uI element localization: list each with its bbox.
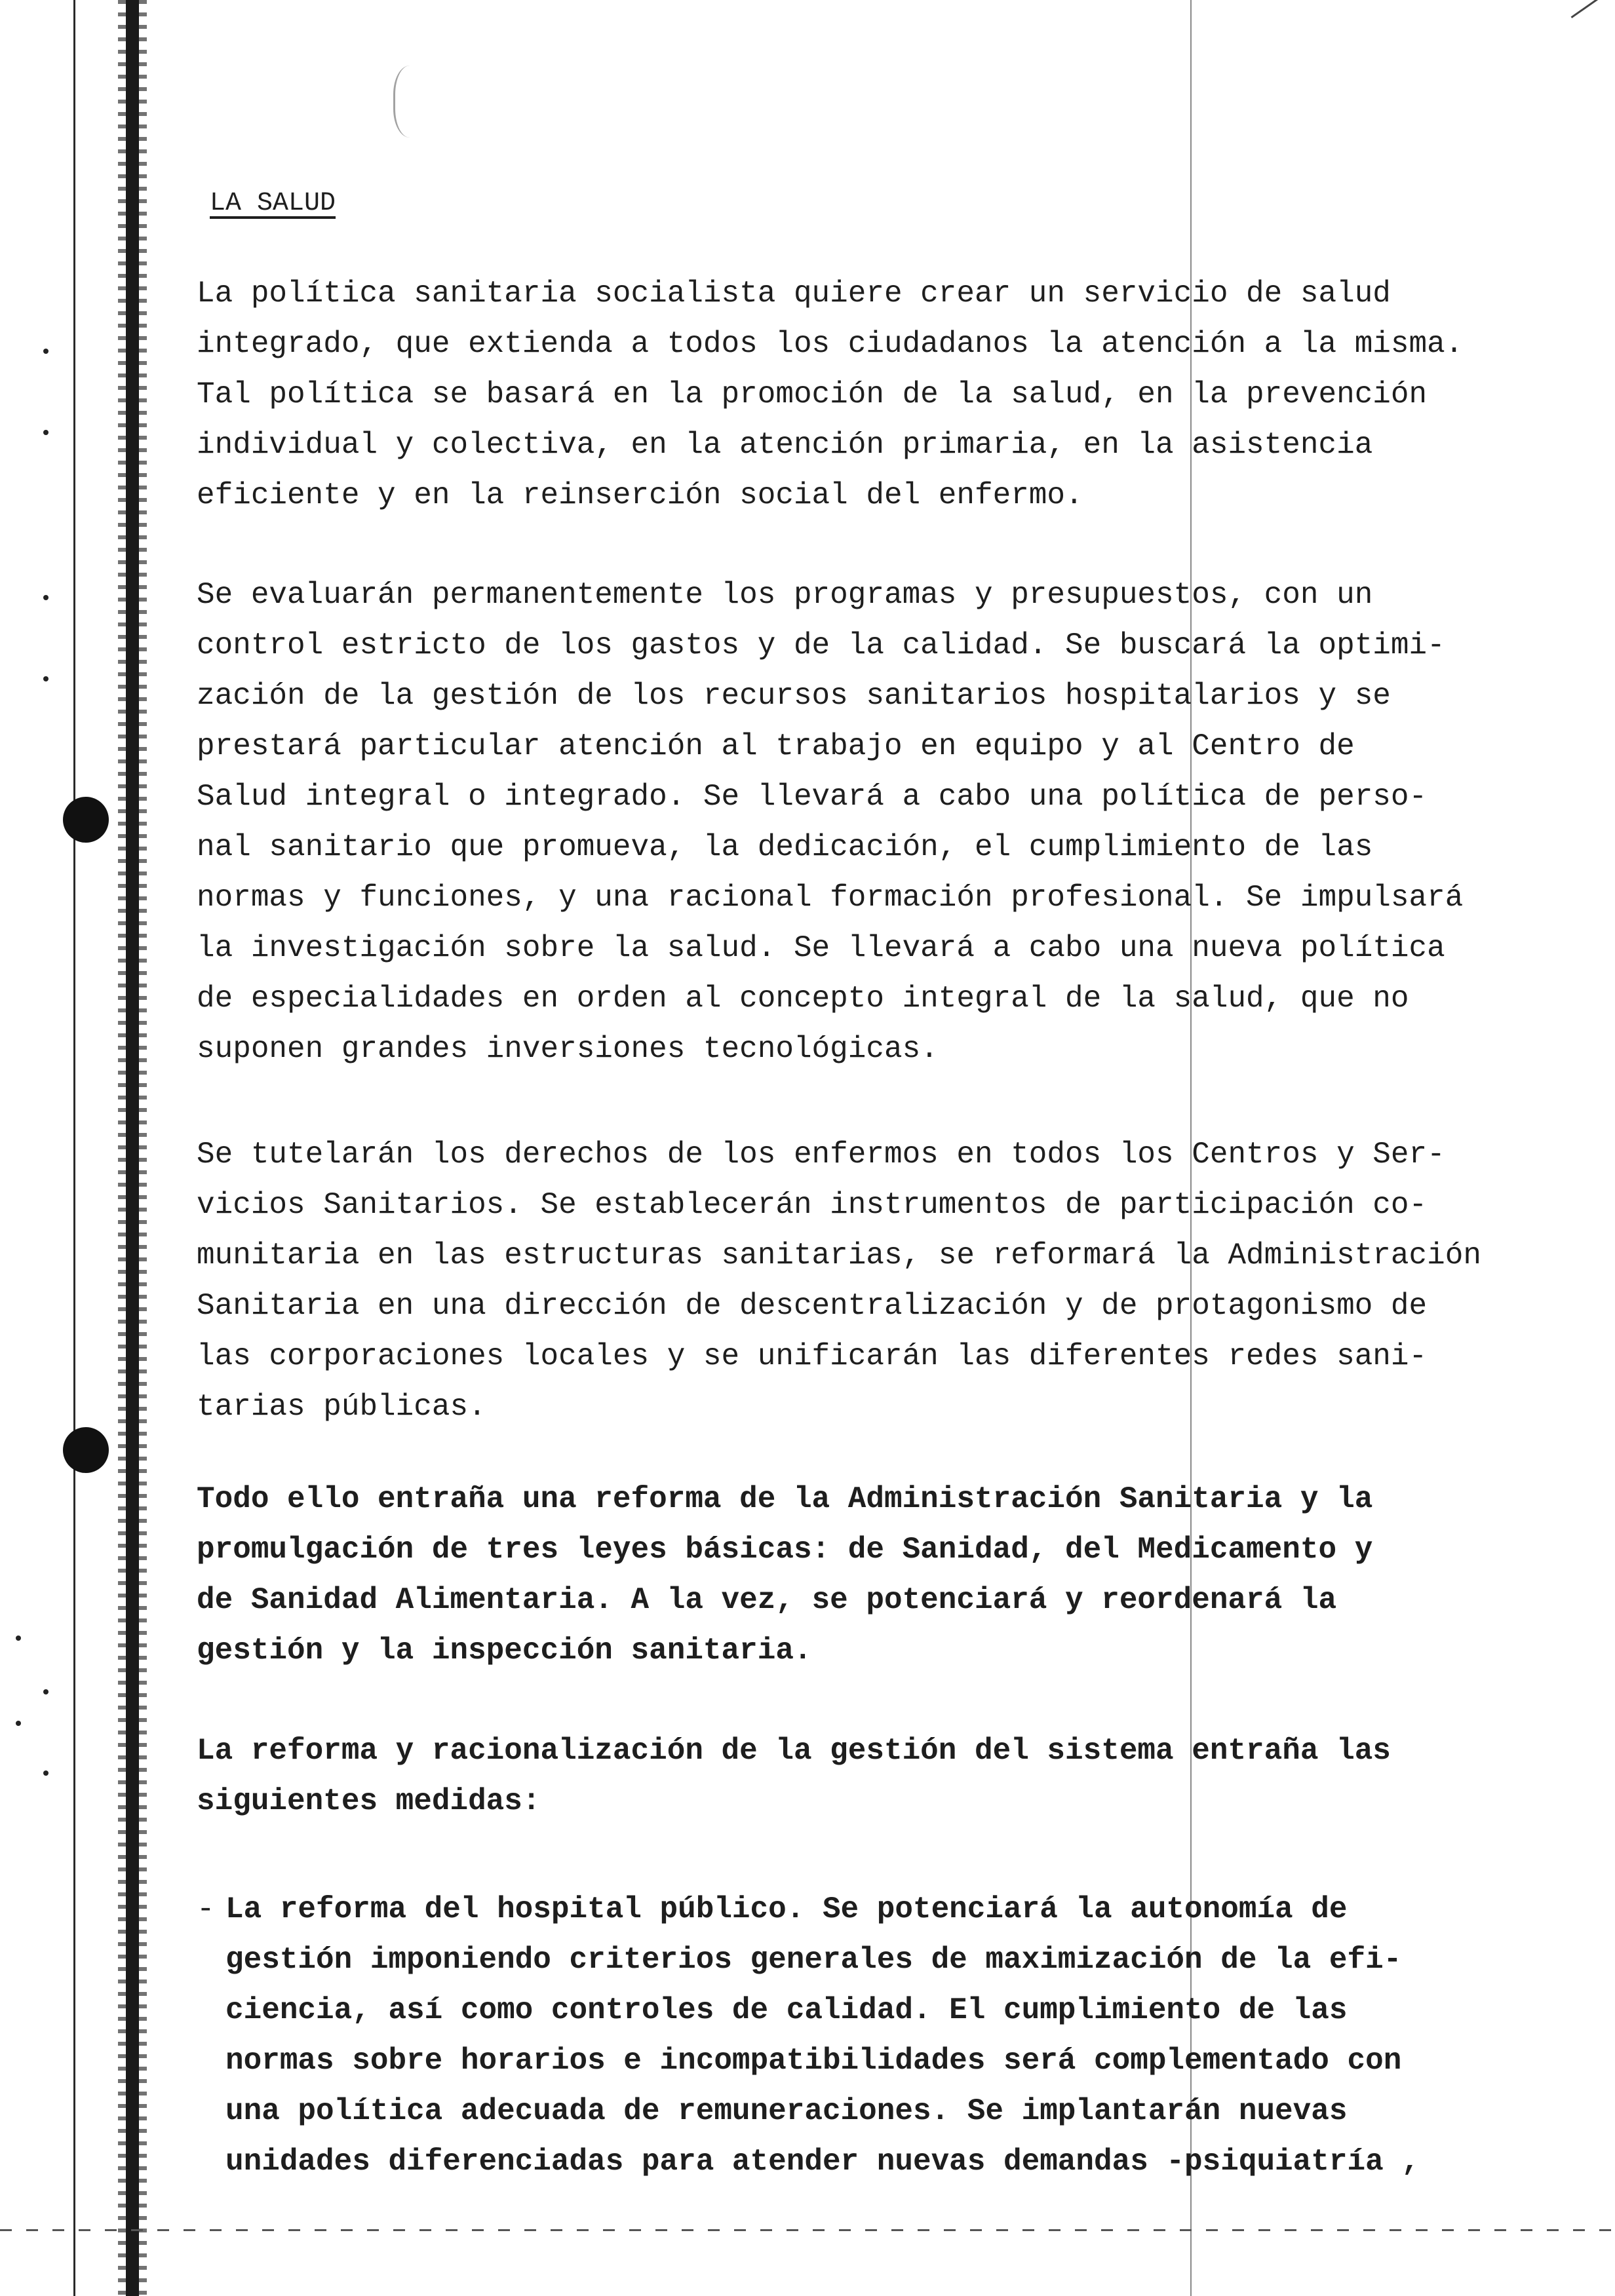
text-line: Salud integral o integrado. Se llevará a cabo una política de perso- <box>197 780 1428 814</box>
text-line: una política adecuada de remuneraciones. Se implantarán nuevas <box>225 2094 1348 2128</box>
text-line: Todo ello entraña una reforma de la Administración Sanitaria y la <box>197 1482 1373 1516</box>
text-line: tarias públicas. <box>197 1390 486 1424</box>
margin-dot <box>43 349 49 354</box>
text-line: control estricto de los gastos y de la calidad. Se buscará la optimi- <box>197 628 1445 662</box>
text-line: Tal política se basará en la promoción de la salud, en la prevención <box>197 377 1428 411</box>
margin-dot <box>43 430 49 435</box>
text-line: nal sanitario que promueva, la dedicación, el cumplimiento de las <box>197 830 1373 864</box>
margin-dot <box>43 1770 49 1776</box>
text-line: de especialidades en orden al concepto integral de la salud, que no <box>197 982 1409 1016</box>
text-line: Sanitaria en una dirección de descentralización y de protagonismo de <box>197 1289 1428 1323</box>
section-title: LA SALUD <box>210 189 336 218</box>
paragraph-5 <box>197 1726 1391 1827</box>
paragraph-4 <box>197 1474 1372 1676</box>
bottom-edge-dashes <box>0 2229 1615 2231</box>
margin-dot <box>16 1636 21 1641</box>
paragraph-2 <box>197 570 1463 1075</box>
text-line: siguientes medidas: <box>197 1784 541 1818</box>
paragraph-3 <box>197 1130 1481 1432</box>
text-line: ciencia, así como controles de calidad. El cumplimiento de las <box>225 1993 1348 2027</box>
left-margin-rule <box>73 0 75 2296</box>
text-line: las corporaciones locales y se unificarán las diferentes redes sani- <box>197 1339 1428 1373</box>
text-line: prestará particular atención al trabajo en equipo y al Centro de <box>197 729 1355 763</box>
text-line: munitaria en las estructuras sanitarias, se reformará la Administración <box>197 1238 1481 1272</box>
punch-hole-lower <box>63 1427 109 1473</box>
text-line: Se evaluarán permanentemente los programas y presupuestos, con un <box>197 578 1373 612</box>
text-line: integrado, que extienda a todos los ciudadanos la atención a la misma. <box>197 327 1464 361</box>
text-line: suponen grandes inversiones tecnológicas. <box>197 1032 939 1066</box>
punch-hole-upper <box>63 797 109 843</box>
text-line: gestión y la inspección sanitaria. <box>197 1634 812 1668</box>
bullet-item <box>225 1885 1420 2187</box>
text-line: unidades diferenciadas para atender nuevas demandas -psiquiatría , <box>225 2145 1420 2179</box>
text-line: promulgación de tres leyes básicas: de Sanidad, del Medicamento y <box>197 1533 1373 1567</box>
margin-dot <box>43 676 49 681</box>
text-line: Se tutelarán los derechos de los enfermos en todos los Centros y Ser- <box>197 1138 1445 1172</box>
text-line: La política sanitaria socialista quiere crear un servicio de salud <box>197 277 1391 311</box>
text-line: zación de la gestión de los recursos sanitarios hospitalarios y se <box>197 679 1391 713</box>
bullet-marker: - <box>197 1892 215 1926</box>
text-line: gestión imponiendo criterios generales de maximización de la efi- <box>225 1943 1402 1977</box>
paragraph-1 <box>197 269 1463 521</box>
text-line: eficiente y en la reinserción social del enfermo. <box>197 478 1083 512</box>
margin-dot <box>43 595 49 600</box>
text-line: de Sanidad Alimentaria. A la vez, se potenciará y reordenará la <box>197 1583 1337 1617</box>
text-line: La reforma del hospital público. Se potenciará la autonomía de <box>225 1892 1348 1926</box>
corner-pen-mark <box>1571 0 1605 18</box>
text-line: vicios Sanitarios. Se establecerán instrumentos de participación co- <box>197 1188 1428 1222</box>
margin-dot <box>43 1689 49 1694</box>
binding-spine <box>126 0 139 2296</box>
text-line: La reforma y racionalización de la gestión del sistema entraña las <box>197 1734 1391 1768</box>
text-line: normas y funciones, y una racional formación profesional. Se impulsará <box>197 881 1464 915</box>
text-line: normas sobre horarios e incompatibilidades será complementado con <box>225 2044 1402 2078</box>
margin-dot <box>16 1721 21 1726</box>
margin-scribble <box>393 66 435 138</box>
text-line: individual y colectiva, en la atención primaria, en la asistencia <box>197 428 1373 462</box>
text-line: la investigación sobre la salud. Se llevará a cabo una nueva política <box>197 931 1445 965</box>
